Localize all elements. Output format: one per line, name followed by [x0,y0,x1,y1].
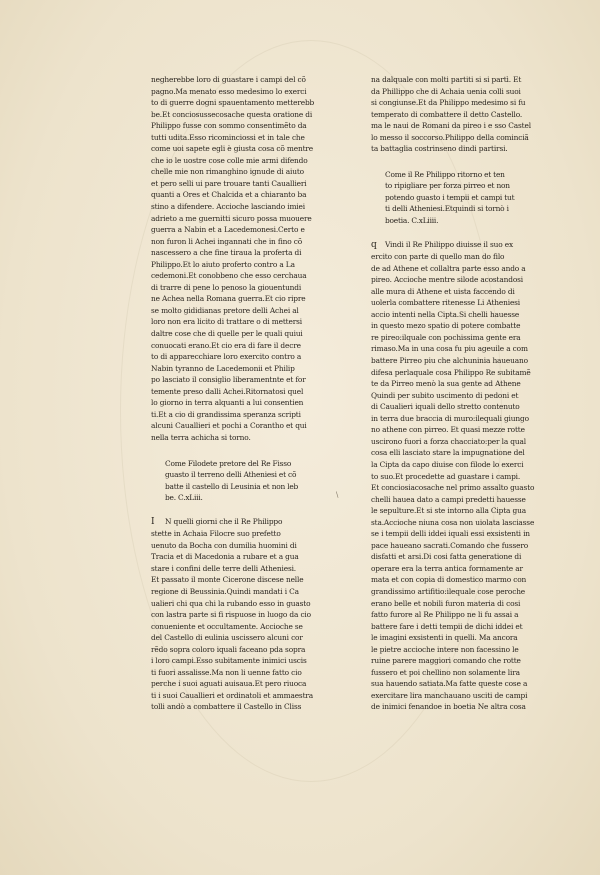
text-line: tutti udita.Esso ricominciossi et in tale che [151,132,305,142]
right-paragraph-2: q Vindi il Re Philippo diuisse il suo ex ercito con parte di quello man do filo de ad Athene et collaltra parte esso ando a pireo. Accioche mentre silode acostandosi alle mura di Athene et uista faccendo di uolerla combattere ritenesse Li Atheniesi accio intenti nella Cipta.Si chelli hauesse in questo mezo spatio di potere combatte re pireo:ilquale con pochissima gente era rimaso.Ma in una cosa fu piu ageuile a com battere Pirreo piu che alchuninia haueuano difesa perlaquale cosa Philippo Re subitamẽ te da Pirreo menò la sua gente ad Athene Quindi per subito uscimento di pedoni et di Caualieri iquali dello stretto contenuto in terra due braccia di muro:ilequali giungo no athene con pirreo. Et quasi mezze rotte uscirono fuori a forza chacciato:per la qual cosa elli lasciato stare la impugnatione del la Cipta da capo diuise con filode lo exerci to suo.Et procedette ad guastare i campi. Et conciosiacosache nel primo assalto guasto chelli hauea dato a campi predetti hauesse le sepulture.Et si ste intorno alla Cipta gua sta.Accioche niuna cosa non uiolata lasciasse se i tempii delli iddei iquali essi exsistenti in pace haueano sacrati.Comando che fussero disfatti et arsi.Di cosi fatta generatione di operare era la terra antica formamente ar mata et con copia di domestico marmo con grandissimo artifitio:ilequale cose peroche erano belle et nobili furon materia di cosi fatto furore al Re Philippo ne li fu assai a battere fare i detti tempii de dichi iddei et le imagini exsistenti in quelli. Ma ancora le pietre accioche intere non facessino le ruine parere maggiori comando che rotte fussero et poi chellino non solamente lira sua hauendo satiata.Ma fatte queste cose a exercitare lira manchauano usciti de campi de inimici fenandoe in boetia Ne altra cosa [371,239,581,713]
text-line: et pero selli ui pare trouare tanti Cauallieri [151,178,307,188]
right-column [371,74,581,713]
left-column [151,74,356,713]
text-line: che io le uostre cose colle mie armi difendo [151,155,308,165]
text-line: di trarre di pene lo penoso la giouentundi [151,282,302,292]
text-line: re pireo:ilquale con pochissima gente era [371,332,521,342]
text-line: in questo mezo spatio di potere combatte [371,321,521,331]
text-line: ercito con parte di quello man do filo [371,252,505,262]
right-chapter-rubric [385,169,581,227]
text-line: battere Pirreo piu che alchuninia haueuano [371,356,528,366]
text-line: le pietre accioche intere non facessino le [371,644,519,654]
text-line: po lasciato il consiglio liberamentnte et for [151,375,306,385]
text-line: te da Pirreo menò la sua gente ad Athene [371,379,521,389]
text-line: come uoi sapete egli è giusta cosa cõ mentre [151,144,314,154]
text-line: uenuto da Bocha con dumilia huomini di [151,540,297,550]
text-line: de ad Athene et collaltra parte esso ando a [371,263,526,273]
text-line: le sepulture.Et si ste intorno alla Cipta gua [371,506,526,516]
text-line: si congiunse.Et da Philippo medesimo si fu [371,98,526,108]
text-line: nascessero a che fine tiraua la proferta di [151,248,302,258]
text-line: boetia. C.xLiiii. [385,216,439,226]
text-line: se molto gididianas pretore delli Achei al [151,305,299,315]
text-line: ruine parere maggiori comando che rotte [371,656,521,666]
text-line: Tracia et di Macedonia a rubare et a gua [151,552,299,562]
text-line: ti i suoi Cauallieri et ordinatoli et ammaestra [151,690,314,700]
text-line: na dalquale con molti partiti si si partì. Et [371,75,522,84]
text-line: Nabin tyranno de Lacedemonii et Philip [151,363,295,373]
text-line: con lastra parte si fi rispuose in luogo da cio [151,610,311,620]
text-line: to di guerre dogni spauentamento metterebb [151,98,315,108]
text-line: be.Et conciosussecosache questa oratione di [151,109,313,119]
text-line: se i tempii delli iddei iquali essi exsistenti in [371,529,530,539]
text-line: Come Filodete pretore del Re Fisso [165,458,292,468]
text-line: da Phillippo che di Achaia uenia colli suoi [371,86,521,96]
text-line: Philippo.Et lo aiuto proferto contro a La [151,259,295,269]
text-line: pace haueano sacrati.Comando che fussero [371,540,529,550]
text-line: difesa perlaquale cosa Philippo Re subitamẽ [371,367,531,377]
text-line: exercitare lira manchauano usciti de campi [371,690,528,700]
text-line: uscirono fuori a forza chacciato:per la qual [371,436,526,446]
left-paragraph-2: I N quelli giorni che il Re Philippo stette in Achaia Filocre suo prefetto uenuto da Bocha con dumilia huomini di Tracia et di Macedonia a rubare et a gua stare i confini delle terre delli Atheniesi. Et passato il monte Cicerone discese nelle regione di Beussinia.Quindi mandati i Ca ualieri chi qua chi la rubando esso in guasto con lastra parte si fi rispuose in luogo da cio conueniente et occultamente. Accioche se del Castello di eulinia uscissero alcuni cor rẽdo sopra coloro iquali faceano pda sopra i loro campi.Esso subitamente inimici uscis ti fuori assalisse.Ma non li uenne fatto cio perche i suoi aguati auisaua.Et pero riuoca ti i suoi Cauallieri et ordinatoli et ammaestra tolli andò a combattere il Castello in Cliss [151,516,356,713]
text-line: Come il Re Philippo ritorno et ten [385,169,505,179]
text-line: battere fare i detti tempii de dichi iddei et [371,621,523,631]
text-line: cosa elli lasciato stare la impugnatione del [371,448,525,458]
right-paragraph-1 [371,74,581,155]
text-line: ne Achea nella Romana guerra.Et cio ripre [151,294,306,304]
text-line: Quindi per subito uscimento di pedoni et [371,390,519,400]
text-line: fatto furore al Re Philippo ne li fu assai a [371,610,519,620]
text-line: uolerla combattere ritenesse Li Atheniesi [371,298,521,308]
text-line: lo messo il soccorso.Philippo della cominciã [371,132,529,142]
text-line: ta battaglia costrinseno dindi partirsi. [371,144,508,154]
text-line: stare i confini delle terre delli Atheniesi. [151,563,297,573]
text-line: alle mura di Athene et uista faccendo di [371,286,515,296]
text-line: sta.Accioche niuna cosa non uiolata lasciasse [371,517,535,527]
text-line: regione di Beussinia.Quindi mandati i Ca [151,586,299,596]
text-line: in terra due braccia di muro:ilequali giungo [371,413,529,423]
drop-initial-left: I [151,516,155,527]
text-line: to di apparecchiare loro exercito contro a [151,352,302,362]
text-line: i loro campi.Esso subitamente inimici uscis [151,656,307,666]
text-line: pireo. Accioche mentre silode acostandosi [371,275,523,285]
text-line: ti delli Atheniesi.Etquindi si tornò i [385,204,509,214]
text-line: rimaso.Ma in una cosa fu piu ageuile a com [371,344,528,354]
text-line: temente preso dalli Achei.Ritornatosi quel [151,386,304,396]
text-line: ma le naui de Romani da pireo i e sso Castel [371,121,531,131]
text-line: operare era la terra antica formamente ar [371,563,523,573]
text-line: loro non era licito di trattare o di mettersi [151,317,302,327]
text-line: adrieto a me guernitti sicuro possa muouere [151,213,312,223]
text-line: conuocati erano.Et cio era di fare il decre [151,340,301,350]
text-line: fussero et poi chellino non solamente lira [371,667,520,677]
text-line: temperato di combattere il detto Castello. [371,109,523,119]
text-line: batte il castello di Leusinia et non leb [165,481,299,491]
text-line: mata et con copia di domestico marmo con [371,575,527,585]
text-line: ti fuori assalisse.Ma non li uenne fatto cio [151,667,302,677]
margin-mark: \ [336,491,339,499]
text-line: non furon li Achei ingannati che in fino cõ [151,236,303,246]
text-line: Et conciosiacosache nel primo assalto guasto [371,483,535,493]
text-line: rẽdo sopra coloro iquali faceano pda sopra [151,644,306,654]
text-line: be. C.xLiii. [165,493,203,503]
text-line: Philippo fusse con sommo consentimẽto da [151,121,307,131]
text-line: no athene con pirreo. Et quasi mezze rotte [371,425,525,435]
left-chapter-rubric [165,458,356,504]
text-line: guerra a Nabin et a Lacedemonesi.Certo e [151,225,305,235]
text-line: nella terra achicha si torno. [151,432,251,442]
text-line: ti.Et a cio di grandissima speranza scripti [151,409,301,419]
text-line: chelle mie non rimanghino ignude di aiuto [151,167,304,177]
text-line: to suo.Et procedette ad guastare i campi. [371,471,521,481]
text-line: potendo guasto i tempii et campi tut [385,192,515,202]
text-line: stino a difendere. Accioche lasciando imiei [151,202,305,212]
text-line: de inimici fenandoe in boetia Ne altra cosa [371,702,526,712]
text-line: chelli hauea dato a campi predetti hauesse [371,494,526,504]
text-line: ualieri chi qua chi la rubando esso in guasto [151,598,311,608]
text-line: la Cipta da capo diuise con filode lo exerci [371,459,524,469]
text-line: le imagini exsistenti in quelli. Ma ancora [371,633,518,643]
text-line: conueniente et occultamente. Accioche se [151,621,303,631]
text-line: to ripigliare per forza pirreo et non [385,181,510,191]
text-line: pagno.Ma menato esso medesimo lo exerci [151,86,307,96]
text-line: disfatti et arsi.Di cosi fatta generatione di [371,552,522,562]
text-line: lo giorno in terra alquanti a lui consentien [151,398,304,408]
text-line: negherebbe loro di guastare i campi del cõ [151,75,306,84]
text-line: cedemoni.Et conobbeno che esso cerchaua [151,271,307,281]
text-line: Et passato il monte Cicerone discese nelle [151,575,304,585]
text-line: stette in Achaia Filocre suo prefetto [151,529,281,539]
text-line: sua hauendo satiata.Ma fatte queste cose a [371,679,528,689]
text-line: grandissimo artifitio:ilequale cose peroche [371,586,526,596]
text-line: quanti a Ores et Chalcida et a chiaranto ba [151,190,307,200]
left-paragraph-1 [151,74,356,444]
drop-initial-right: q [371,239,377,250]
text-line: del Castello di eulinia uscissero alcuni cor [151,633,303,643]
text-line: accio intenti nella Cipta.Si chelli hauesse [371,309,520,319]
text-line: guasto il terreno delli Atheniesi et cõ [165,470,297,480]
text-line: perche i suoi aguati auisaua.Et pero riuoca [151,679,307,689]
text-line: alcuni Cauallieri et pochi a Corantho et qui [151,421,307,431]
text-line: tolli andò a combattere il Castello in Cliss [151,702,302,712]
text-line: di Caualieri iquali dello stretto contenuto [371,402,520,412]
text-line: erano belle et nobili furon materia di cosi [371,598,521,608]
text-line: daltre cose che di quelle per le quali quiui [151,329,303,339]
